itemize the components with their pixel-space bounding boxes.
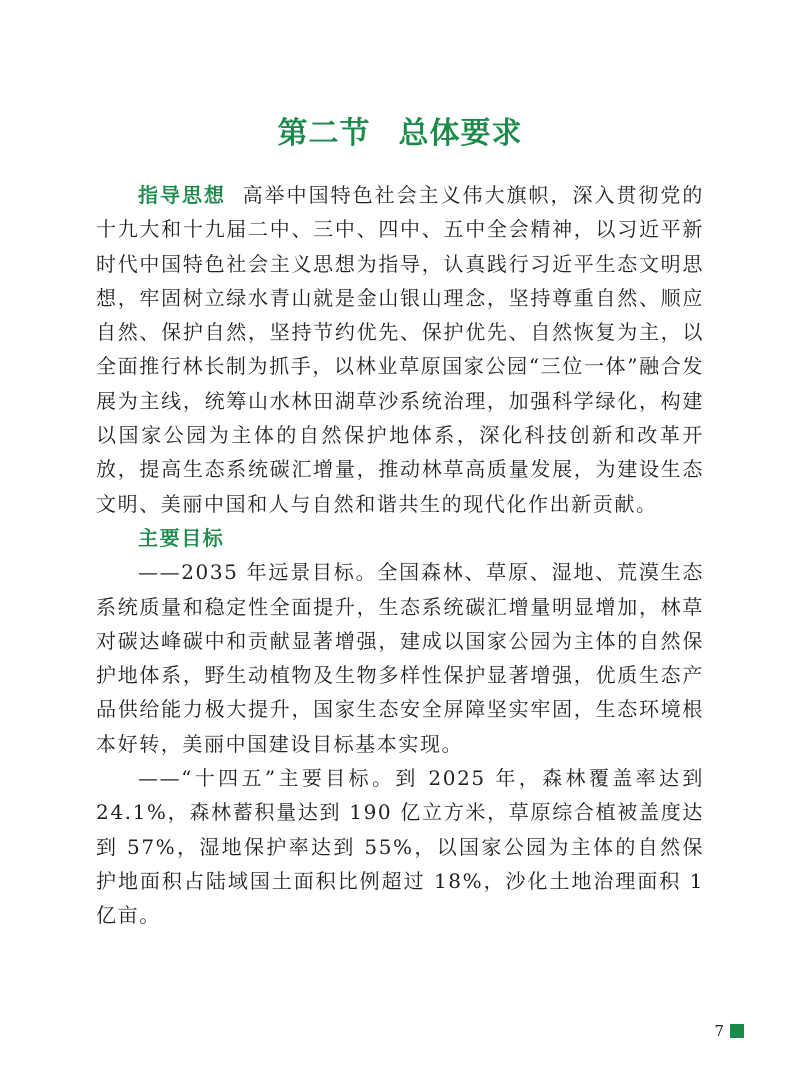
section-heading: 总体要求	[398, 116, 523, 151]
guiding-paragraph	[96, 178, 704, 521]
section-number: 第二节	[277, 116, 371, 151]
guiding-text: 高举中国特色社会主义伟大旗帜，深入贯彻党的十九大和十九届二中、三中、四中、五中全会精神，以习近平新时代中国特色社会主义思想为指导，认真践行习近平生态文明思想，牢固树立绿水青山就是金山银山理念，坚持尊重自然、顺应自然、保护自然，坚持节约优先、保护优先、自然恢复为主，以全面推行林长制为抓手，以林业草原国家公园“三位一体”融合发展为主线，统筹山水林田湖草沙系统治理，加强科学绿化，构建以国家公园为主体的自然保护地体系，深化科技创新和改革开放，提高生态系统碳汇增量，推动林草高质量发展，为建设生态文明、美丽中国和人与自然和谐共生的现代化作出新贡献。	[96, 183, 704, 516]
goals-heading: 主要目标	[138, 525, 225, 550]
page-footer	[714, 1022, 744, 1040]
square-mark-icon	[730, 1024, 744, 1038]
page-number: 7	[714, 1022, 724, 1040]
vision-2035-paragraph: ——2035 年远景目标。全国森林、草原、湿地、荒漠生态系统质量和稳定性全面提升，生态系统碳汇增量明显增加，林草对碳达峰碳中和贡献显著增强，建成以国家公园为主体的自然保护地体系，野生动植物及生物多样性保护显著增强，优质生态产品供给能力极大提升，国家生态安全屏障坚实牢固，生态环境根本好转，美丽中国建设目标基本实现。	[96, 560, 704, 756]
body-text	[96, 178, 704, 933]
plan-14th-paragraph: ——“十四五”主要目标。到 2025 年，森林覆盖率达到 24.1%，森林蓄积量达到 190 亿立方米，草原综合植被盖度达到 57%，湿地保护率达到 55%，以国家公园为主体的自然保护地面积占陆域国土面积比例超过 18%，沙化土地治理面积 1 亿亩。	[96, 766, 704, 928]
section-title	[0, 108, 800, 152]
guiding-label: 指导思想	[138, 183, 226, 207]
lead-spacer	[226, 183, 243, 207]
